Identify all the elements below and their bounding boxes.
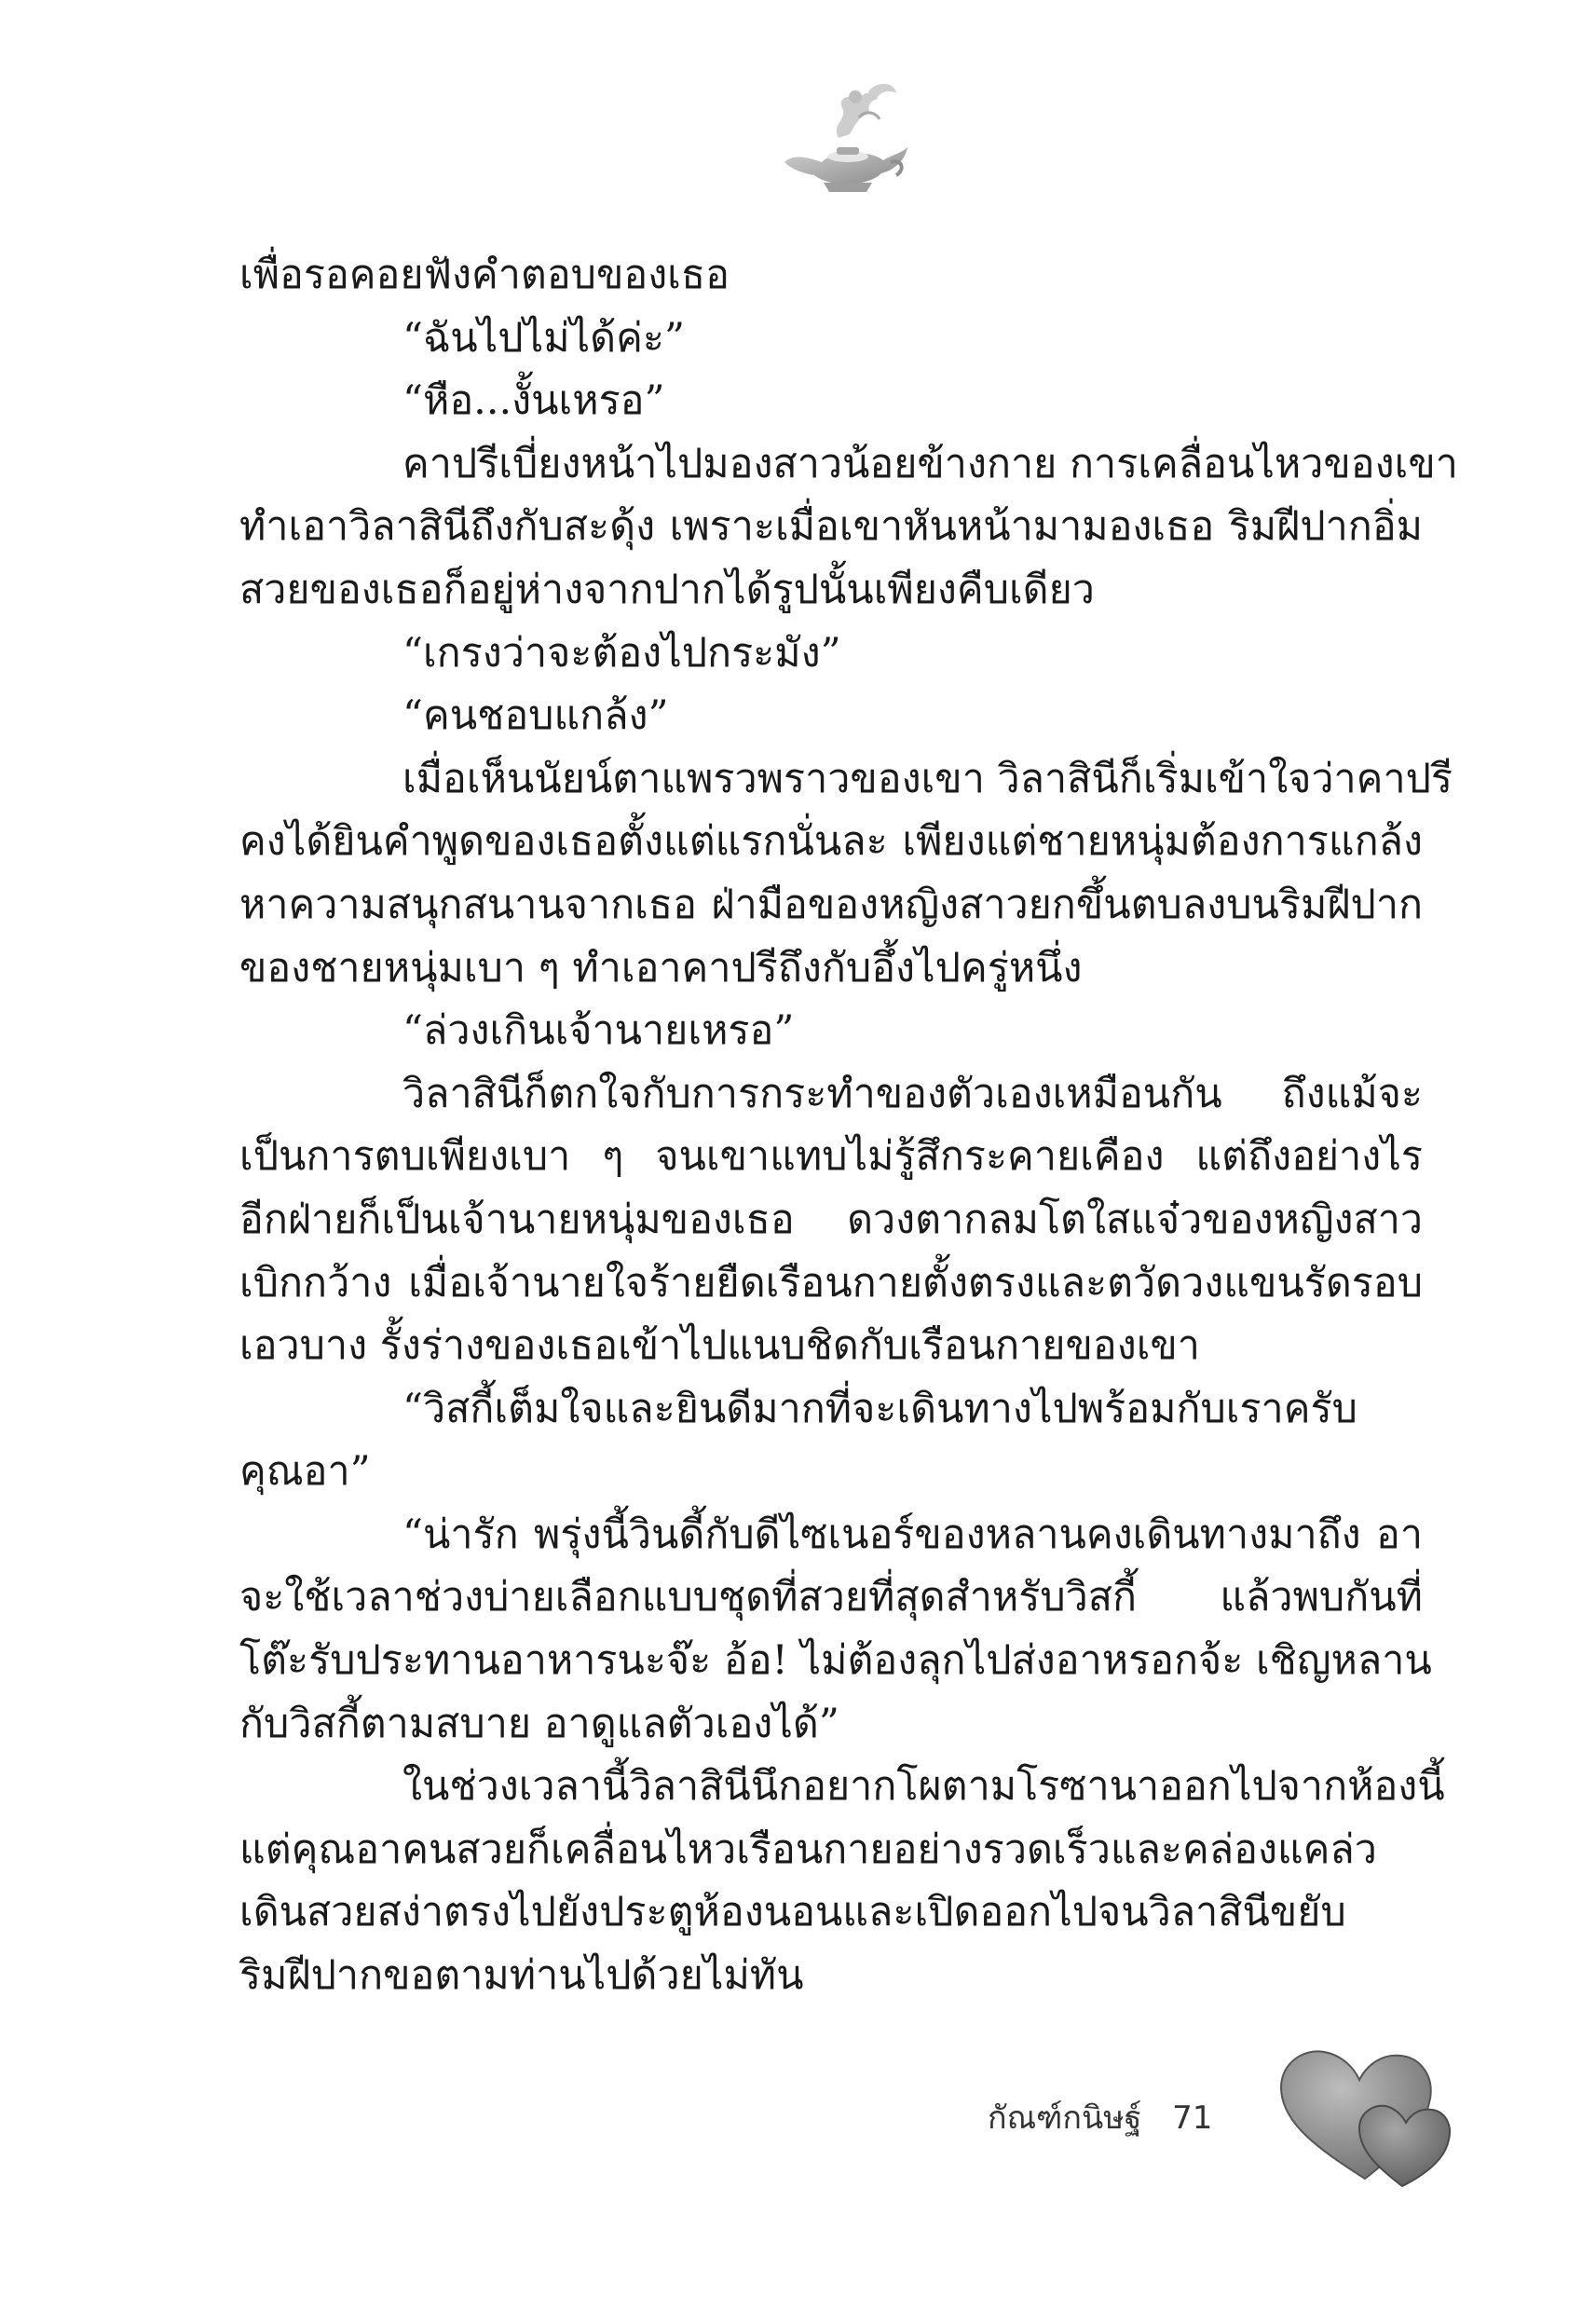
text-line: เพื่อรอคอยฟังคำตอบของเธอ [239, 252, 730, 298]
text-line: คงได้ยินคำพูดของเธอตั้งแต่แรกนั่นละ เพียงแต่ชายหนุ่มต้องการแกล้ง [239, 818, 1423, 866]
hearts-icon [1262, 2039, 1453, 2193]
paragraph-start: คาปรีเบี่ยงหน้าไปมองสาวน้อยข้างกาย การเคลื่อนไหวของเขา [402, 440, 1458, 487]
paragraph-start: เมื่อเห็นนัยน์ตาแพรวพราวของเขา วิลาสินีก็เริ่มเข้าใจว่าคาปรี [402, 755, 1453, 802]
text-line: โต๊ะรับประทานอาหารนะจ๊ะ อ้อ! ไม่ต้องลุกไปส่งอาหรอกจ้ะ เชิญหลาน [239, 1637, 1432, 1685]
dialogue-line: “คนชอบแกล้ง” [402, 692, 669, 740]
text-line: หาความสนุกสนานจากเธอ ฝ่ามือของหญิงสาวยกขึ้นตบลงบนริมฝีปาก [239, 881, 1423, 928]
dialogue-line: “วิสกี้เต็มใจและยินดีมากที่จะเดินทางไปพร้อมกับเราครับ [402, 1385, 1357, 1432]
text-line: เป็นการตบเพียงเบา ๆ จนเขาแทบไม่รู้สึกระคายเคือง แต่ถึงอย่างไร [239, 1133, 1423, 1181]
dialogue-line: “หือ...งั้นเหรอ” [402, 377, 665, 425]
book-title: กัณฑ์กนิษฐ์ [988, 2099, 1142, 2137]
paragraph-start: ในช่วงเวลานี้วิลาสินีนึกอยากโผตามโรซานาออกไปจากห้องนี้ [402, 1763, 1445, 1811]
page-number: 71 [1172, 2099, 1213, 2137]
text-line: จะใช้เวลาช่วงบ่ายเลือกแบบชุดที่สวยที่สุดสำหรับวิสกี้ แล้วพบกันที่ [239, 1574, 1423, 1621]
text-line: คุณอา” [239, 1448, 371, 1496]
dialogue-line: “ฉันไปไม่ได้ค่ะ” [402, 314, 685, 362]
text-line: เดินสวยสง่าตรงไปยังประตูห้องนอนและเปิดออกไปจนวิลาสินีขยับ [239, 1889, 1346, 1936]
text-line: กับวิสกี้ตามสบาย อาดูแลตัวเองได้” [239, 1700, 839, 1747]
text-line: สวยของเธอก็อยู่ห่างจากปากได้รูปนั้นเพียงคืบเดียว [239, 566, 1095, 613]
paragraph-start: วิลาสินีก็ตกใจกับการกระทำของตัวเองเหมือนกัน ถึงแม้จะ [402, 1070, 1423, 1117]
text-line: ริมฝีปากขอตามท่านไปด้วยไม่ทัน [239, 1952, 804, 2000]
text-line: ทำเอาวิลาสินีถึงกับสะดุ้ง เพราะเมื่อเขาหันหน้ามามองเธอ ริมฝีปากอิ่ม [239, 503, 1423, 551]
text-line: อีกฝ่ายก็เป็นเจ้านายหนุ่มของเธอ ดวงตากลมโตใสแจ๋วของหญิงสาว [239, 1196, 1423, 1243]
page-footer [988, 2092, 1212, 2142]
text-line: ของชายหนุ่มเบา ๆ ทำเอาคาปรีถึงกับอึ้งไปครู่หนึ่ง [239, 944, 1083, 991]
text-line: เบิกกว้าง เมื่อเจ้านายใจร้ายยืดเรือนกายตั้งตรงและตวัดวงแขนรัดรอบ [239, 1259, 1423, 1306]
story-text [239, 244, 1458, 2008]
text-line: เอวบาง รั้งร่างของเธอเข้าไปแนบชิดกับเรือนกายของเขา [239, 1322, 1200, 1370]
dialogue-line: “น่ารัก พรุ่งนี้วินดี้กับดีไซเนอร์ของหลานคงเดินทางมาถึง อา [402, 1511, 1423, 1558]
dialogue-line: “ล่วงเกินเจ้านายเหรอ” [402, 1007, 795, 1055]
dialogue-line: “เกรงว่าจะต้องไปกระมัง” [402, 629, 841, 677]
genie-lamp-icon [766, 73, 915, 203]
text-line: แต่คุณอาคนสวยก็เคลื่อนไหวเรือนกายอย่างรวดเร็วและคล่องแคล่ว [239, 1826, 1377, 1873]
